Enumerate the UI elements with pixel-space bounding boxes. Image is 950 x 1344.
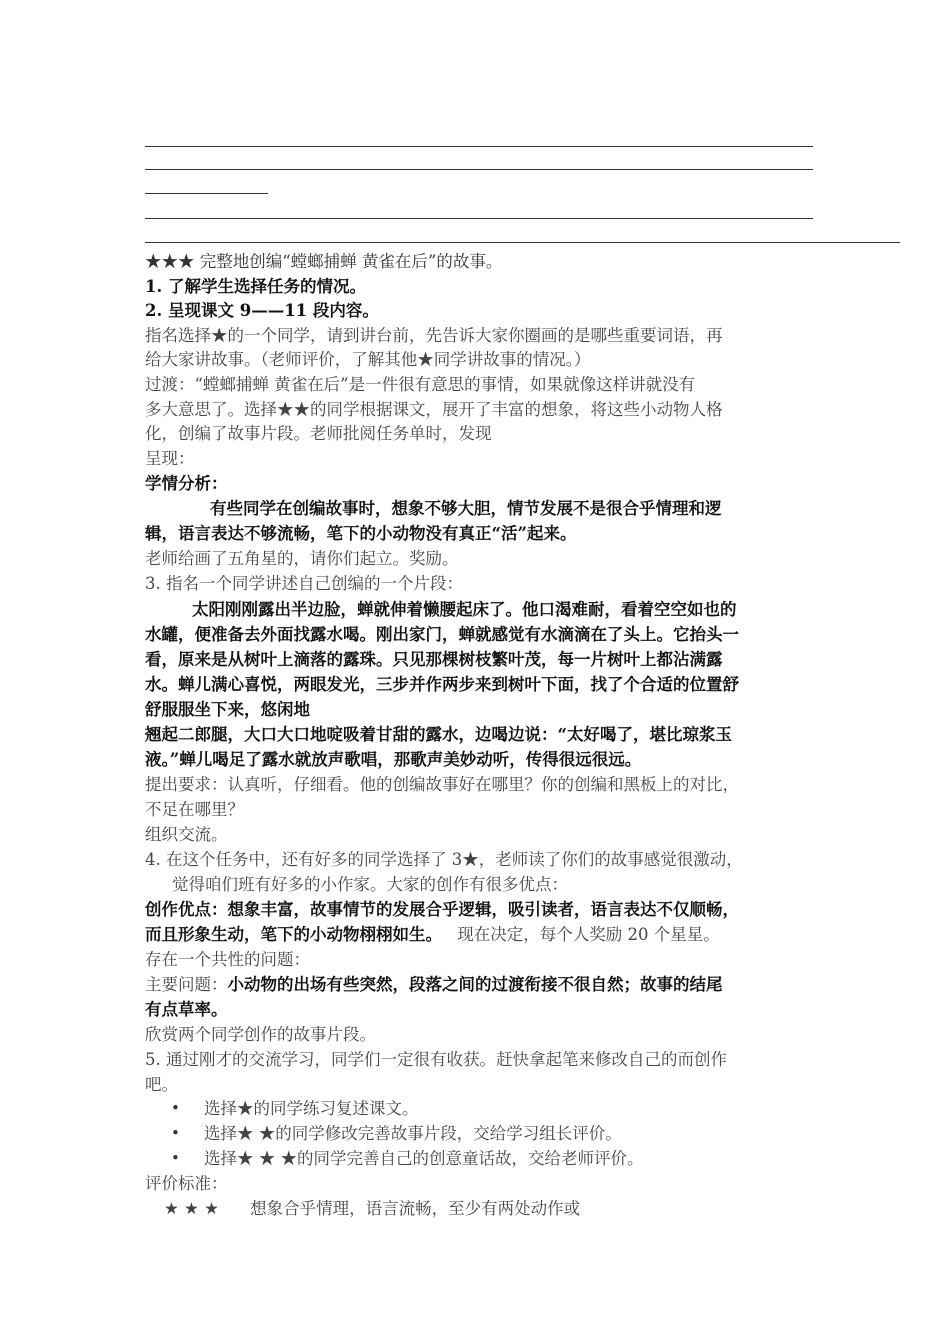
- text-line: 不足在哪里？: [145, 800, 244, 819]
- merit-text: 而且形象生动，笔下的小动物栩栩如生。: [145, 925, 442, 944]
- criteria-text: 想象合乎情理，语言流畅，至少有两处动作或: [250, 1199, 581, 1218]
- answer-rule: [145, 193, 268, 194]
- bullet-item: 选择★的同学练习复述课文。: [204, 1099, 419, 1118]
- text-line: 呈现：: [145, 449, 195, 468]
- story-text: 水罐，便准备去外面找露水喝。刚出家门，蝉就感觉有水滴滴在了头上。它抬头一: [145, 625, 739, 644]
- reward-text: 现在决定，每个人奖励 20 个星星。: [457, 925, 720, 944]
- answer-rule: [145, 242, 900, 243]
- text-line: 组织交流。: [145, 825, 228, 844]
- text-line: 存在一个共性的问题：: [145, 950, 310, 969]
- bullet-item: 选择★ ★的同学修改完善故事片段，交给学习组长评价。: [204, 1124, 622, 1143]
- text-line: 欣赏两个同学创作的故事片段。: [145, 1025, 376, 1044]
- step-1: 1. 了解学生选择任务的情况。: [145, 277, 366, 296]
- star-rating: ★ ★ ★: [164, 1199, 219, 1218]
- answer-rule: [145, 169, 813, 170]
- bullet-item: 选择★ ★ ★的同学完善自己的创意童话故，交给老师评价。: [204, 1149, 644, 1168]
- text-line: 给大家讲故事。（老师评价，了解其他★同学讲故事的情况。）: [145, 350, 591, 369]
- text-line: 评价标准：: [145, 1174, 228, 1193]
- text-line: 觉得咱们班有好多的小作家。大家的创作有很多优点：: [172, 875, 568, 894]
- problem-label: 主要问题：: [145, 975, 228, 994]
- bullet-icon: •: [171, 1124, 180, 1142]
- story-text: 看，原来是从树叶上滴落的露珠。只见那棵树枝繁叶茂，每一片树叶上都沾满露: [145, 650, 723, 669]
- text-line: 化，创编了故事片段。老师批阅任务单时，发现: [145, 424, 492, 443]
- answer-rule: [145, 218, 813, 219]
- bullet-icon: •: [171, 1149, 180, 1167]
- text-line: 多大意思了。选择★★的同学根据课文，展开了丰富的想象，将这些小动物人格: [145, 400, 723, 419]
- story-text: 水。蝉儿满心喜悦，两眼发光，三步并作两步来到树叶下面，找了个合适的位置舒: [145, 675, 739, 694]
- analysis-text: 辑，语言表达不够流畅，笔下的小动物没有真正“活”起来。: [145, 524, 577, 543]
- criteria-line: [164, 1196, 580, 1221]
- merit-text: 创作优点：想象丰富，故事情节的发展合乎逻辑，吸引读者，语言表达不仅顺畅，: [145, 900, 739, 919]
- text-line: 吧。: [145, 1075, 178, 1094]
- story-text: 太阳刚刚露出半边脸，蝉就伸着懒腰起床了。他口渴难耐，看着空空如也的: [192, 600, 737, 619]
- story-text: 舒服服坐下来，悠闲地: [145, 700, 310, 719]
- problem-line: [145, 972, 723, 997]
- story-text: 液。”蝉儿喝足了露水就放声歌唱，那歌声美妙动听，传得很远很远。: [145, 750, 642, 769]
- problem-text: 有点草率。: [145, 1000, 228, 1019]
- text-line: 老师给画了五角星的，请你们起立。奖励。: [145, 549, 459, 568]
- text-line: 提出要求：认真听，仔细看。他的创编故事好在哪里？你的创编和黑板上的对比，: [145, 775, 739, 794]
- bullet-icon: •: [171, 1099, 180, 1117]
- task-heading: ★★★ 完整地创编“螳螂捕蝉 黄雀在后”的故事。: [145, 252, 503, 271]
- step-3: 3. 指名一个同学讲述自己创编的一个片段：: [145, 574, 463, 593]
- story-text: 翘起二郎腿，大口大口地啶吸着甘甜的露水，边喝边说：“太好喝了，堪比琼浆玉: [145, 725, 732, 744]
- step-5: 5. 通过刚才的交流学习，同学们一定很有收获。赶快拿起笔来修改自己的而创作: [145, 1050, 727, 1069]
- problem-text: 小动物的出场有些突然，段落之间的过渡衔接不很自然；故事的结尾: [227, 975, 723, 994]
- text-line: 指名选择★的一个同学，请到讲台前，先告诉大家你圈画的是哪些重要词语，再: [145, 326, 723, 345]
- step-4: 4. 在这个任务中，还有好多的同学选择了 3★，老师读了你们的故事感觉很激动，: [145, 850, 743, 869]
- step-2: 2. 呈现课文 9——11 段内容。: [145, 301, 379, 320]
- answer-rule: [145, 146, 813, 147]
- merit-line: [145, 922, 720, 947]
- text-line: 过渡：“螳螂捕蝉 黄雀在后”是一件很有意思的事情，如果就像这样讲就没有: [145, 375, 696, 394]
- section-heading: 学情分析：: [145, 474, 228, 493]
- analysis-text: 有些同学在创编故事时，想象不够大胆，情节发展不是很合乎情理和逻: [210, 499, 722, 518]
